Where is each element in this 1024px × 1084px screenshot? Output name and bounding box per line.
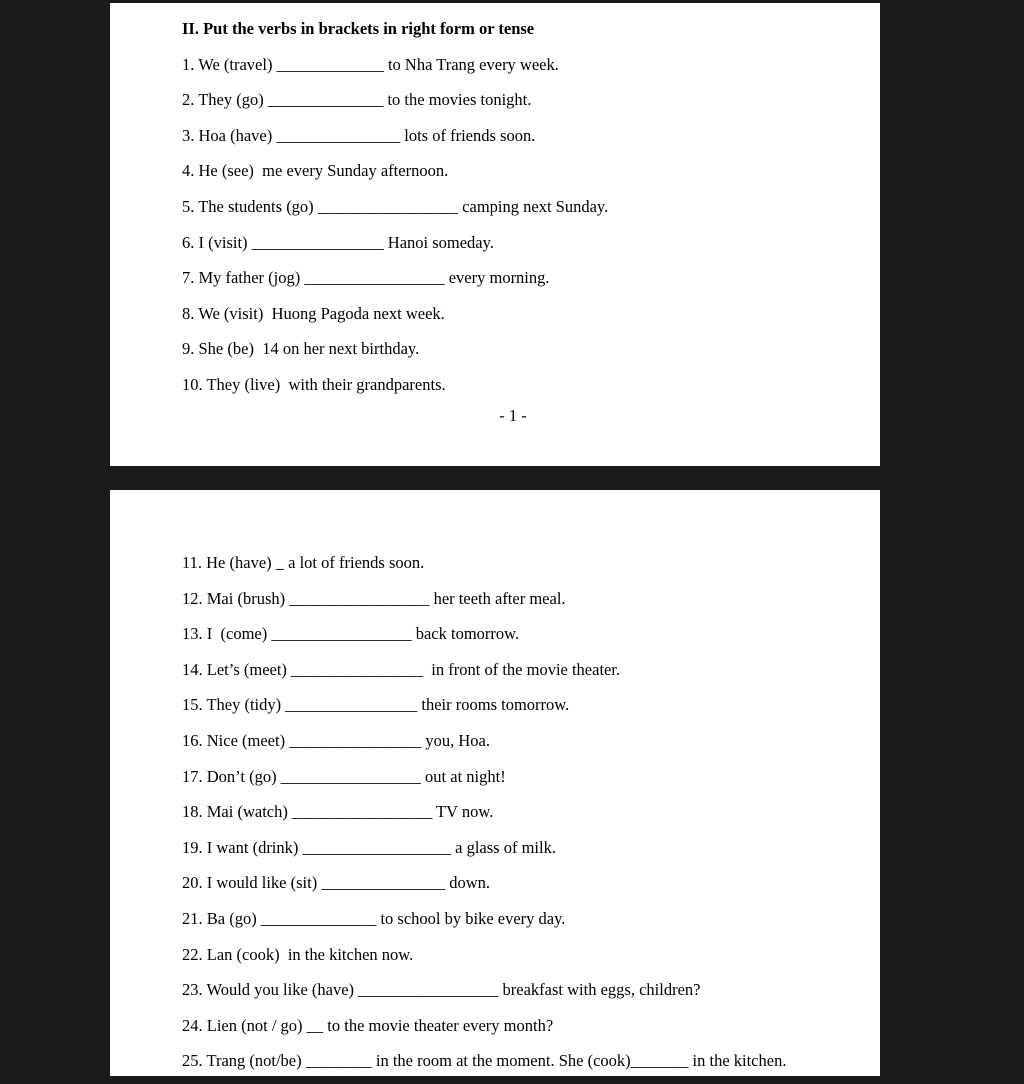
exercise-item-17: 17. Don’t (go) _________________ out at night!: [182, 766, 506, 786]
exercise-item-5: 5. The students (go) _________________ camping next Sunday.: [182, 196, 609, 216]
exercise-item-16: 16. Nice (meet) ________________ you, Hoa.: [182, 730, 490, 750]
exercise-item-13: 13. I (come) _________________ back tomorrow.: [182, 624, 520, 644]
exercise-item-12: 12. Mai (brush) _________________ her teeth after meal.: [182, 588, 566, 608]
exercise-item-19: 19. I want (drink) __________________ a glass of milk.: [182, 837, 556, 857]
section-title: II. Put the verbs in brackets in right form or tense: [182, 19, 535, 38]
exercise-item-21: 21. Ba (go) ______________ to school by bike every day.: [182, 908, 566, 928]
exercise-item-11: 11. He (have) _ a lot of friends soon.: [182, 553, 425, 572]
exercise-item-2: 2. They (go) ______________ to the movies tonight.: [182, 90, 532, 110]
exercise-item-22: 22. Lan (cook) in the kitchen now.: [182, 944, 414, 964]
exercise-item-6: 6. I (visit) ________________ Hanoi someday.: [182, 232, 494, 252]
page-number: - 1 -: [499, 405, 527, 425]
exercise-item-9: 9. She (be) 14 on her next birthday.: [182, 339, 420, 359]
worksheet-page-1: [110, 3, 880, 466]
exercise-item-4: 4. He (see) me every Sunday afternoon.: [182, 161, 449, 181]
exercise-item-25: 25. Trang (not/be) ________ in the room at the moment. She (cook)_______ in the kitchen.: [182, 1051, 787, 1071]
page-2-content: [110, 490, 880, 1079]
exercise-item-1: 1. We (travel) _____________ to Nha Trang every week.: [182, 54, 559, 74]
exercise-item-24: 24. Lien (not / go) __ to the movie theater every month?: [182, 1015, 554, 1035]
exercise-item-3: 3. Hoa (have) _______________ lots of friends soon.: [182, 125, 536, 145]
exercise-item-14: 14. Let’s (meet) ________________ in front of the movie theater.: [182, 659, 621, 679]
exercise-item-7: 7. My father (jog) _________________ every morning.: [182, 268, 550, 288]
exercise-item-15: 15. They (tidy) ________________ their rooms tomorrow.: [182, 695, 570, 715]
exercise-item-10: 10. They (live) with their grandparents.: [182, 374, 446, 394]
exercise-item-23: 23. Would you like (have) _________________ breakfast with eggs, children?: [182, 980, 701, 1000]
page-1-content: [110, 3, 880, 429]
exercise-item-8: 8. We (visit) Huong Pagoda next week.: [182, 303, 445, 323]
exercise-item-18: 18. Mai (watch) _________________ TV now.: [182, 802, 494, 822]
exercise-item-20: 20. I would like (sit) _______________ down.: [182, 873, 490, 893]
worksheet-page-2: [110, 490, 880, 1076]
